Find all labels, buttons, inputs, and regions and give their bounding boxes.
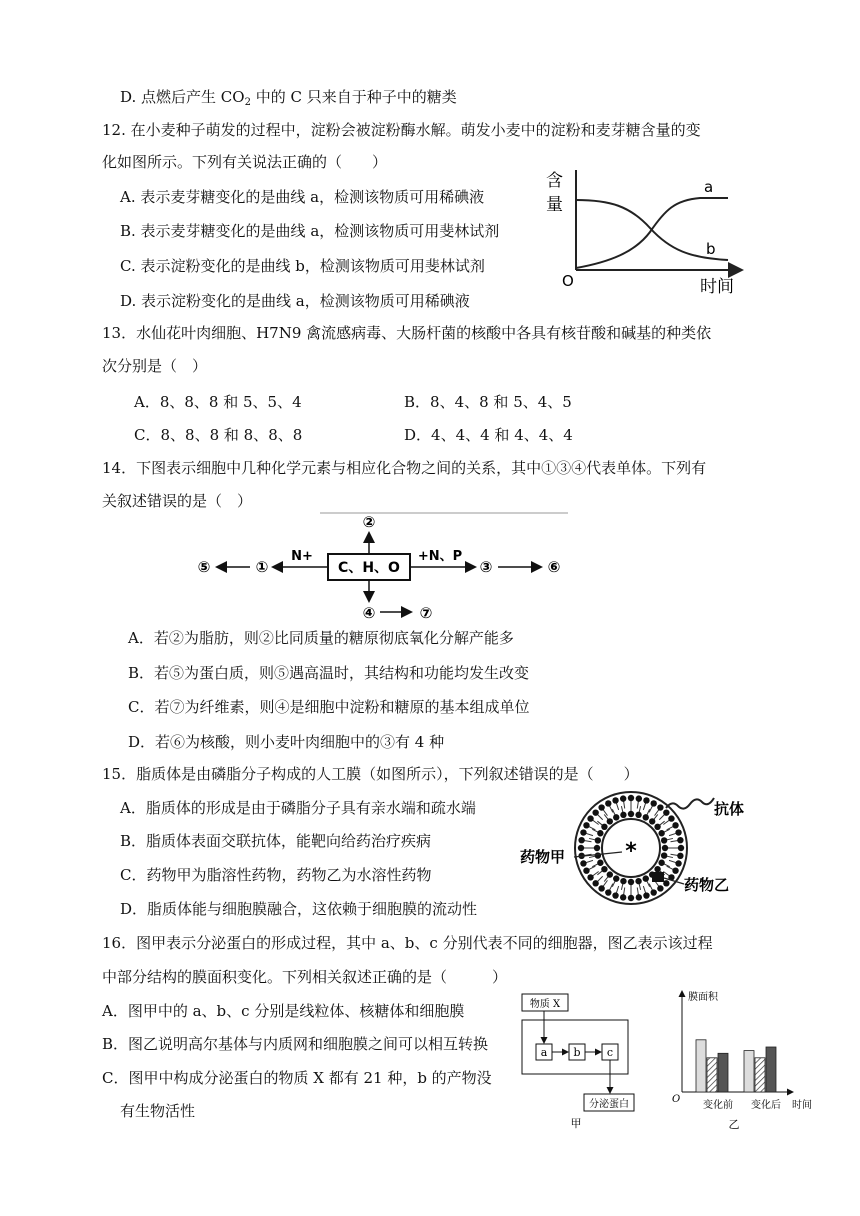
q15-inner-phospholipid-head [601, 824, 607, 830]
q12-option-a: A. 表示麦芽糖变化的是曲线 a，检测该物质可用稀碘液 [120, 188, 485, 206]
q15-outer-phospholipid-head [580, 860, 586, 866]
q15-outer-phospholipid-head [636, 894, 642, 900]
q15-stem: 15．脂质体是由磷脂分子构成的人工膜（如图所示），下列叙述错误的是（ ） [102, 765, 639, 783]
q15-inner-phospholipid-head [635, 878, 641, 884]
q15-inner-phospholipid-head [643, 814, 649, 820]
q15-inner-phospholipid-head [613, 814, 619, 820]
q16-jia-out: 分泌蛋白 [589, 1099, 629, 1110]
q14-node-4: ④ [362, 604, 376, 622]
q15-outer-phospholipid-head [675, 860, 681, 866]
q14-stem-line2: 关叙述错误的是（ ） [102, 492, 253, 510]
q12-xlabel: 时间 [700, 277, 734, 297]
q16-jia-b: b [573, 1046, 581, 1059]
q15-outer-phospholipid-head [592, 809, 598, 815]
q15-outer-phospholipid-head [612, 797, 618, 803]
q16-yi-bar-1-1 [696, 1040, 706, 1092]
q15-inner-phospholipid-head [662, 845, 668, 851]
q16-option-b: B．图乙说明高尔基体与内质网和细胞膜之间可以相互转换 [102, 1035, 489, 1053]
q15-outer-phospholipid-head [663, 880, 669, 886]
q15-inner-phospholipid-head [597, 860, 603, 866]
q15-inner-phospholipid-head [635, 812, 641, 818]
q13-stem-line2: 次分别是（ ） [102, 357, 208, 375]
q15-inner-phospholipid-head [658, 860, 664, 866]
q14-stem-line1: 14．下图表示细胞中几种化学元素与相应化合物之间的关系，其中①③④代表单体。下列有 [102, 459, 707, 477]
q15-antibody-chain [666, 798, 714, 809]
q15-inner-phospholipid-head [654, 824, 660, 830]
q15-inner-phospholipid-head [607, 871, 613, 877]
q16-option-a: A．图甲中的 a、b、c 分别是线粒体、核糖体和细胞膜 [102, 1002, 465, 1020]
q14-right-label: +N、P [417, 549, 463, 564]
q15-antibody-label: 抗体 [714, 800, 745, 818]
q15-outer-phospholipid-head [636, 795, 642, 801]
q15-outer-phospholipid-head [657, 885, 663, 891]
q14-option-d: D．若⑥为核酸，则小麦叶肉细胞中的③有 4 种 [128, 733, 445, 751]
q15-outer-phospholipid-head [620, 894, 626, 900]
q15-inner-phospholipid-head [628, 879, 634, 885]
q13-option-d: D．4、4、4 和 4、4、4 [404, 426, 573, 444]
q15-inner-phospholipid-head [601, 866, 607, 872]
q12-stem-line2: 化如图所示。下列有关说法正确的（ ） [102, 153, 388, 171]
q13-stem-line1: 13．水仙花叶肉细胞、H7N9 禽流感病毒、大肠杆菌的核酸中各具有核苷酸和碱基的种类依 [102, 324, 712, 342]
q12-stem-line1: 12. 在小麦种子萌发的过程中，淀粉会被淀粉酶水解。萌发小麦中的淀粉和麦芽糖含量的变 [102, 121, 701, 139]
q16-yi-bar-1-2 [707, 1058, 717, 1092]
q15-inner-phospholipid-head [613, 875, 619, 881]
q14-node-1: ① [255, 558, 269, 576]
q12-line-chart [540, 162, 750, 298]
q14-node-7: ⑦ [419, 604, 433, 622]
q15-drug-b-label: 药物乙 [684, 876, 730, 894]
q16-yi-ylabel: 膜面积 [688, 992, 718, 1003]
q15-outer-phospholipid-head [598, 804, 604, 810]
q15-outer-phospholipid-head [598, 885, 604, 891]
q15-outer-phospholipid-head [675, 829, 681, 835]
q15-outer-phospholipid-head [628, 795, 634, 801]
q15-outer-phospholipid-head [580, 829, 586, 835]
q16-yi-bar-2-2 [755, 1058, 765, 1092]
q16-stem-line2: 中部分结构的膜面积变化。下列相关叙述正确的是（ ） [102, 968, 508, 986]
q16-jia-caption: 甲 [570, 1117, 582, 1130]
q16-option-c-line1: C．图甲中构成分泌蛋白的物质 X 都有 21 种，b 的产物没 [102, 1069, 492, 1087]
q15-inner-phospholipid-head [594, 845, 600, 851]
q16-jia-a: a [540, 1046, 548, 1059]
q15-inner-phospholipid-head [654, 866, 660, 872]
q14-center-label: C、H、O [338, 560, 400, 576]
q12-option-d: D. 表示淀粉变化的是曲线 a，检测该物质可用稀碘液 [120, 292, 470, 310]
q16-yi-bars [696, 1040, 776, 1092]
q11-option-d-post: 中的 C 只来自于种子中的糖类 [250, 88, 457, 106]
q16-yi-bar-2-1 [744, 1051, 754, 1092]
q15-inner-phospholipid-head [595, 852, 601, 858]
q16-figure-jia [518, 992, 636, 1132]
q15-outer-phospholipid-head [620, 795, 626, 801]
q11-option-d [120, 86, 457, 114]
q14-node-5: ⑤ [197, 558, 211, 576]
q15-drug-a-label: 药物甲 [520, 848, 566, 866]
q15-outer-phospholipid-head [672, 822, 678, 828]
q16-yi-bar-2-3 [766, 1047, 776, 1092]
q15-outer-phospholipid-head [587, 815, 593, 821]
q15-option-b: B．脂质体表面交联抗体，能靶向给药治疗疾病 [120, 832, 432, 850]
q12-ylabel-1: 含 [546, 171, 563, 191]
q12-ylabel-2: 量 [546, 195, 563, 215]
q14-node-6: ⑥ [547, 558, 561, 576]
q14-node-2: ② [362, 513, 376, 531]
q14-diagram [190, 512, 570, 624]
q13-option-a: A．8、8、8 和 5、5、4 [134, 393, 302, 411]
q13-option-c: C．8、8、8 和 8、8、8 [134, 426, 303, 444]
q16-jia-c: c [606, 1046, 614, 1059]
q15-inner-phospholipid-head [661, 837, 667, 843]
q16-stem-line1: 16．图甲表示分泌蛋白的形成过程，其中 a、b、c 分别代表不同的细胞器，图乙表示该过程 [102, 934, 713, 952]
q12-origin: O [562, 272, 574, 290]
q12-option-b: B. 表示麦芽糖变化的是曲线 a，检测该物质可用斐林试剂 [120, 222, 500, 240]
q15-outer-phospholipid-head [672, 867, 678, 873]
q15-inner-phospholipid-head [658, 830, 664, 836]
q15-outer-phospholipid-head [578, 845, 584, 851]
q15-outer-phospholipid-head [677, 853, 683, 859]
q16-option-c-line2: 有生物活性 [120, 1102, 196, 1120]
q15-outer-phospholipid-head [643, 797, 649, 803]
q15-core-mark: * [625, 839, 637, 864]
q15-outer-phospholipid-head [587, 874, 593, 880]
q16-figure-yi [668, 986, 818, 1134]
q15-drug-b-mark [652, 872, 664, 882]
q16-yi-bar-1-3 [718, 1053, 728, 1092]
q15-inner-phospholipid-head [643, 875, 649, 881]
q15-outer-phospholipid-head [668, 815, 674, 821]
q14-option-a: A．若②为脂肪，则②比同质量的糖原彻底氧化分解产能多 [128, 629, 514, 647]
q15-inner-phospholipid-head [620, 878, 626, 884]
q16-yi-cat-1: 变化前 [703, 1100, 733, 1111]
q15-outer-phospholipid-head [578, 837, 584, 843]
q15-outer-phospholipid-head [678, 845, 684, 851]
q15-outer-phospholipid-head [583, 822, 589, 828]
q15-outer-phospholipid-head [650, 889, 656, 895]
q15-inner-phospholipid-head [661, 852, 667, 858]
q16-jia-material-x: 物质 X [529, 999, 561, 1010]
q16-yi-origin: O [672, 1094, 681, 1105]
q12-series-a-label: a [704, 178, 714, 196]
q16-yi-cat-2: 变化后 [751, 1100, 781, 1111]
q14-option-c: C．若⑦为纤维素，则④是细胞中淀粉和糖原的基本组成单位 [128, 698, 530, 716]
q11-option-d-sub: 2 [244, 97, 251, 108]
q15-outer-phospholipid-head [628, 895, 634, 901]
q13-option-b: B．8、4、8 和 5、4、5 [404, 393, 572, 411]
q15-inner-phospholipid-head [597, 830, 603, 836]
q15-option-d: D．脂质体能与细胞膜融合，这依赖于细胞膜的流动性 [120, 900, 478, 918]
q15-inner-phospholipid-head [628, 811, 634, 817]
q16-yi-caption: 乙 [728, 1118, 740, 1131]
q15-outer-phospholipid-head [677, 837, 683, 843]
q16-yi-xlabel: 时间 [792, 1100, 812, 1111]
q15-inner-phospholipid-head [649, 818, 655, 824]
q15-option-c: C．药物甲为脂溶性药物，药物乙为水溶性药物 [120, 866, 432, 884]
q15-outer-phospholipid-head [583, 867, 589, 873]
q12-option-c: C. 表示淀粉变化的是曲线 b，检测该物质可用斐林试剂 [120, 257, 485, 275]
q11-option-d-pre: D. 点燃后产生 CO [120, 88, 245, 106]
q15-option-a: A．脂质体的形成是由于磷脂分子具有亲水端和疏水端 [120, 799, 476, 817]
q15-outer-phospholipid-head [605, 800, 611, 806]
q15-outer-phospholipid-head [650, 800, 656, 806]
q15-outer-phospholipid-head [605, 889, 611, 895]
q14-left-label: N+ [291, 549, 313, 564]
q12-series-b-label: b [706, 240, 716, 258]
q15-outer-phospholipid-head [643, 892, 649, 898]
q14-option-b: B．若⑤为蛋白质，则⑤遇高温时，其结构和功能均发生改变 [128, 664, 530, 682]
q15-outer-phospholipid-head [592, 880, 598, 886]
q15-outer-phospholipid-head [657, 804, 663, 810]
q15-outer-phospholipid-head [663, 809, 669, 815]
q14-node-3: ③ [479, 558, 493, 576]
q15-inner-phospholipid-head [607, 818, 613, 824]
q15-inner-phospholipid-head [620, 812, 626, 818]
q15-liposome-figure [516, 786, 756, 908]
q15-outer-phospholipid-head [612, 892, 618, 898]
q15-inner-phospholipid-head [595, 837, 601, 843]
